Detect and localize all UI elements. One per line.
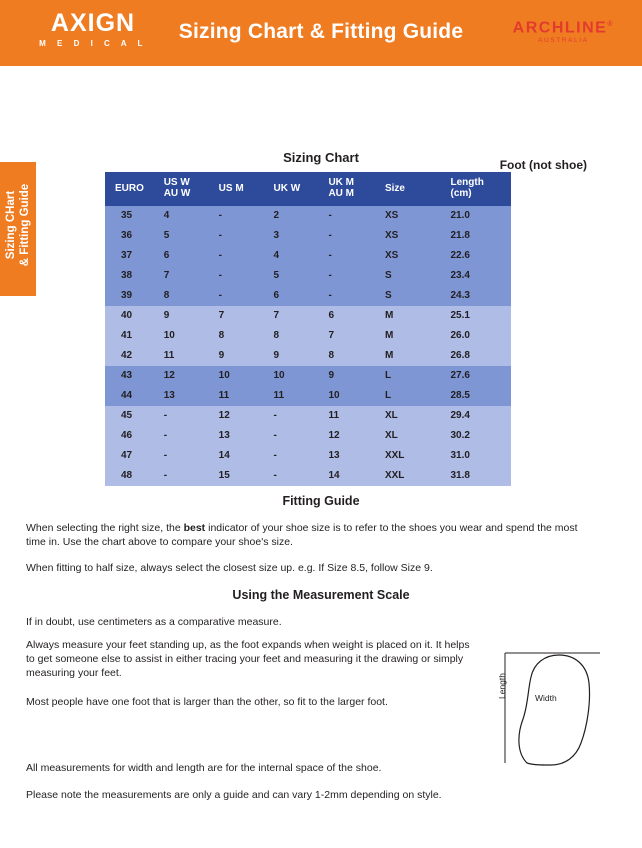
column-header-length — [443, 172, 512, 206]
cell-usm: - — [211, 266, 266, 286]
measurement-paragraph-5: Please note the measurements are only a guide and can vary 1-2mm depending on style. — [26, 789, 442, 801]
cell-ukm: 6 — [320, 306, 377, 326]
side-tab — [0, 162, 36, 296]
column-header-us-w — [156, 172, 211, 206]
cell-usw: 12 — [156, 366, 211, 386]
cell-ukm: 8 — [320, 346, 377, 366]
axign-logo-text: AXIGN — [50, 9, 136, 37]
table-row — [105, 206, 511, 226]
cell-length: 26.8 — [443, 346, 512, 366]
page-title: Sizing Chart & Fitting Guide — [178, 20, 464, 43]
sizing-chart-title: Sizing Chart — [283, 150, 359, 165]
cell-ukw: 8 — [265, 326, 320, 346]
cell-ukw: 9 — [265, 346, 320, 366]
cell-length: 29.4 — [443, 406, 512, 426]
measurement-paragraph-1: If in doubt, use centimeters as a comparative measure. — [26, 616, 282, 628]
cell-size: L — [377, 366, 443, 386]
foot-outline-icon — [495, 645, 610, 770]
column-header-uk-w-label: UK W — [273, 182, 301, 194]
column-header-uk-m-label: UK M — [328, 177, 354, 188]
cell-usw: 13 — [156, 386, 211, 406]
cell-size: XS — [377, 246, 443, 266]
cell-usw: 6 — [156, 246, 211, 266]
cell-ukm: 11 — [320, 406, 377, 426]
column-header-us-w-label: US W — [163, 177, 190, 188]
cell-usw: - — [156, 406, 211, 426]
diagram-width-label: Width — [535, 693, 557, 703]
column-header-size-label: Size — [384, 182, 405, 194]
archline-logo-text — [513, 16, 614, 36]
table-row — [105, 266, 511, 286]
cell-euro: 41 — [105, 326, 156, 346]
column-header-uk-w — [265, 172, 320, 206]
cell-usm: 12 — [211, 406, 266, 426]
axign-logo-subtext: M E D I C A L — [39, 39, 147, 48]
cell-size: L — [377, 386, 443, 406]
cell-usw: - — [156, 426, 211, 446]
fitting-guide-title: Fitting Guide — [282, 494, 360, 508]
column-header-us-w-sub: AU W — [163, 188, 191, 199]
cell-usw: 8 — [156, 286, 211, 306]
cell-usm: 7 — [211, 306, 266, 326]
column-header-euro-label: EURO — [115, 182, 144, 194]
cell-ukm: 14 — [320, 466, 377, 486]
cell-ukm: - — [320, 226, 377, 246]
cell-ukm: - — [320, 246, 377, 266]
cell-length: 25.1 — [443, 306, 512, 326]
cell-usw: 7 — [156, 266, 211, 286]
cell-size: M — [377, 306, 443, 326]
column-header-us-m-label: US M — [218, 182, 244, 194]
cell-ukm: - — [320, 206, 377, 226]
cell-length: 21.0 — [443, 206, 512, 226]
cell-euro: 38 — [105, 266, 156, 286]
fitting-guide-p1-emphasis: best — [183, 522, 206, 534]
column-header-length-label: Length — [450, 177, 484, 188]
table-row — [105, 446, 511, 466]
measurement-scale-title: Using the Measurement Scale — [232, 588, 410, 602]
cell-usm: - — [211, 286, 266, 306]
table-row — [105, 366, 511, 386]
cell-ukm: 13 — [320, 446, 377, 466]
fitting-guide-paragraph-2: When fitting to half size, always select the closest size up. e.g. If Size 8.5, follow Size 9. — [26, 562, 433, 574]
cell-euro: 36 — [105, 226, 156, 246]
column-header-length-sub: (cm) — [450, 188, 472, 199]
column-header-uk-m — [320, 172, 377, 206]
fitting-guide-paragraph-1 — [26, 521, 596, 549]
cell-usm: - — [211, 226, 266, 246]
cell-euro: 39 — [105, 286, 156, 306]
table-row — [105, 226, 511, 246]
cell-ukw: - — [265, 446, 320, 466]
cell-euro: 35 — [105, 206, 156, 226]
cell-euro: 47 — [105, 446, 156, 466]
cell-size: XS — [377, 226, 443, 246]
cell-euro: 46 — [105, 426, 156, 446]
table-row — [105, 466, 511, 486]
cell-ukw: 5 — [265, 266, 320, 286]
archline-logo-subtext: AUSTRALIA — [538, 37, 589, 45]
cell-ukw: - — [265, 426, 320, 446]
cell-length: 24.3 — [443, 286, 512, 306]
archline-logo-word: ARCHLINE — [512, 19, 608, 37]
cell-size: XS — [377, 206, 443, 226]
cell-ukw: 11 — [265, 386, 320, 406]
cell-usw: 4 — [156, 206, 211, 226]
cell-size: XL — [377, 426, 443, 446]
table-header-row — [105, 172, 511, 206]
cell-usm: 8 — [211, 326, 266, 346]
cell-euro: 48 — [105, 466, 156, 486]
side-tab-line-2: & Fitting Guide — [19, 183, 31, 267]
table-row — [105, 346, 511, 366]
cell-ukm: 7 — [320, 326, 377, 346]
cell-ukw: - — [265, 406, 320, 426]
cell-ukm: 9 — [320, 366, 377, 386]
column-header-us-m — [211, 172, 266, 206]
cell-usw: 9 — [156, 306, 211, 326]
cell-usw: - — [156, 446, 211, 466]
cell-ukm: 12 — [320, 426, 377, 446]
cell-usm: 14 — [211, 446, 266, 466]
cell-euro: 37 — [105, 246, 156, 266]
foot-measurement-diagram — [495, 645, 610, 770]
column-header-uk-m-sub: AU M — [328, 188, 354, 199]
table-row — [105, 246, 511, 266]
cell-length: 31.0 — [443, 446, 512, 466]
column-header-size — [377, 172, 443, 206]
table-row — [105, 306, 511, 326]
cell-usm: - — [211, 246, 266, 266]
cell-usw: - — [156, 466, 211, 486]
measurement-paragraph-3: Most people have one foot that is larger than the other, so fit to the larger foot. — [26, 696, 388, 708]
cell-length: 22.6 — [443, 246, 512, 266]
fitting-guide-p1-part-a: When selecting the right size, the — [26, 522, 184, 534]
diagram-length-label: Length — [497, 673, 507, 699]
side-tab-line-1: Sizing CHart — [5, 190, 17, 260]
cell-length: 31.8 — [443, 466, 512, 486]
cell-euro: 40 — [105, 306, 156, 326]
cell-length: 21.8 — [443, 226, 512, 246]
cell-ukw: 3 — [265, 226, 320, 246]
cell-length: 26.0 — [443, 326, 512, 346]
foot-not-shoe-label: Foot (not shoe) — [499, 158, 587, 172]
cell-ukm: 10 — [320, 386, 377, 406]
table-row — [105, 426, 511, 446]
cell-ukw: 2 — [265, 206, 320, 226]
cell-usm: 10 — [211, 366, 266, 386]
archline-logo — [513, 16, 614, 44]
cell-usw: 10 — [156, 326, 211, 346]
sizing-chart-table — [105, 172, 511, 486]
cell-size: S — [377, 266, 443, 286]
cell-euro: 45 — [105, 406, 156, 426]
page-header — [0, 0, 642, 66]
cell-usm: 13 — [211, 426, 266, 446]
measurement-paragraph-2: Always measure your feet standing up, as the foot expands when weight is placed on it. It helps to get someone else to assist in either tracing your feet and measuring it the drawing or simply measuring your feet. — [26, 639, 470, 679]
registered-trademark-icon: ® — [607, 21, 614, 28]
cell-size: M — [377, 346, 443, 366]
column-header-euro — [105, 172, 156, 206]
cell-ukw: - — [265, 466, 320, 486]
cell-length: 23.4 — [443, 266, 512, 286]
cell-size: S — [377, 286, 443, 306]
measurement-paragraph-4: All measurements for width and length are for the internal space of the shoe. — [26, 762, 382, 774]
cell-ukm: - — [320, 286, 377, 306]
table-row — [105, 326, 511, 346]
cell-euro: 44 — [105, 386, 156, 406]
cell-size: XXL — [377, 466, 443, 486]
cell-size: M — [377, 326, 443, 346]
cell-usm: - — [211, 206, 266, 226]
cell-length: 30.2 — [443, 426, 512, 446]
cell-ukm: - — [320, 266, 377, 286]
cell-length: 27.6 — [443, 366, 512, 386]
cell-euro: 42 — [105, 346, 156, 366]
side-tab-label — [4, 158, 32, 292]
table-row — [105, 286, 511, 306]
cell-euro: 43 — [105, 366, 156, 386]
fitting-guide-p1-part-b: indicator of your shoe size is to refer to the shoes you wear and spend the most time in. Use the chart above to compare your shoe's size. — [26, 522, 578, 548]
cell-ukw: 4 — [265, 246, 320, 266]
cell-size: XXL — [377, 446, 443, 466]
cell-ukw: 10 — [265, 366, 320, 386]
cell-ukw: 7 — [265, 306, 320, 326]
table-row — [105, 406, 511, 426]
cell-usm: 11 — [211, 386, 266, 406]
cell-size: XL — [377, 406, 443, 426]
cell-ukw: 6 — [265, 286, 320, 306]
cell-usw: 5 — [156, 226, 211, 246]
table-row — [105, 386, 511, 406]
cell-length: 28.5 — [443, 386, 512, 406]
cell-usw: 11 — [156, 346, 211, 366]
cell-usm: 15 — [211, 466, 266, 486]
cell-usm: 9 — [211, 346, 266, 366]
